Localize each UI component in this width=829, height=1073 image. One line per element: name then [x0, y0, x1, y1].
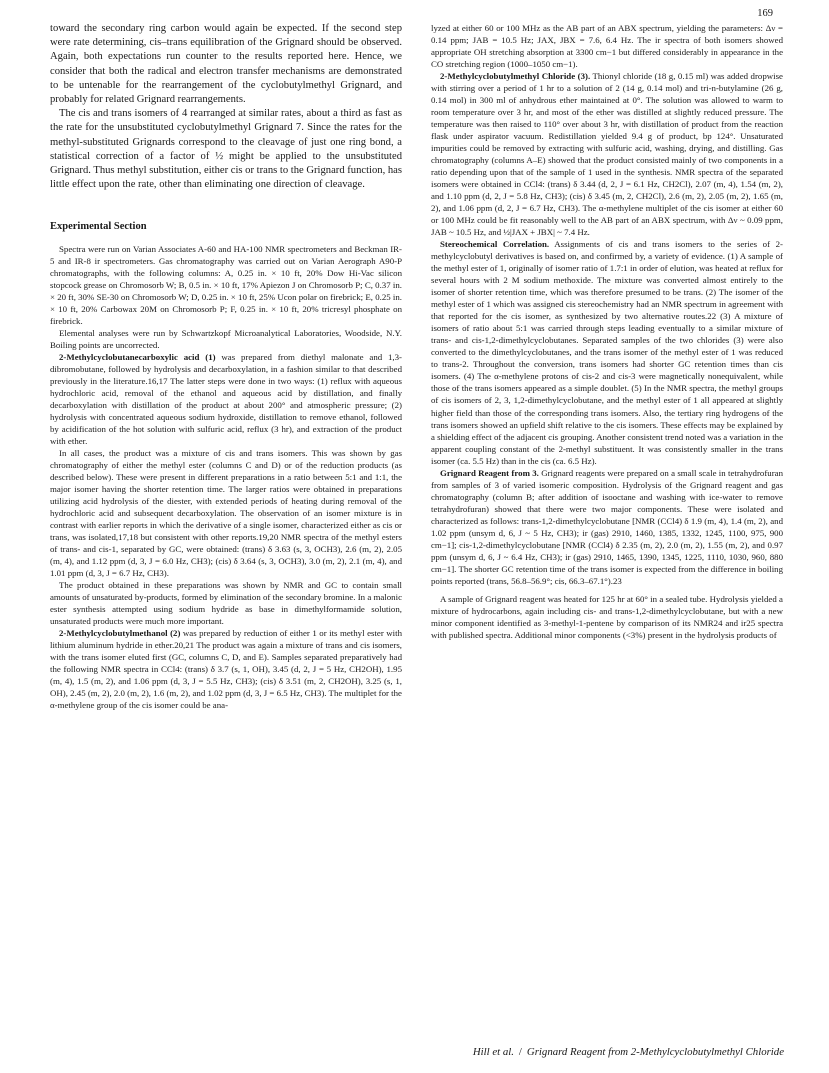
- intro-paragraph: toward the secondary ring carbon would again be expected. If the second step were rate determining, cis–trans equilibration of the Grignard should be observed. Again, both expectations run counter to the results reported here. Hence, we consider that both the radical and electron transfer mechanisms are demonstrated to be untenable for the rearrangement of the cyclobutylmethyl Grignard, and probably for related Grignard rearrangements.: [50, 23, 402, 105]
- run-in-heading: Grignard Reagent from 3.: [440, 467, 539, 478]
- paragraph: Spectra were run on Varian Associates A-60 and HA-100 NMR spectrometers and Beckman IR-5 and IR-8 ir spectrometers. Gas chromatography was carried out on Varian Aerograph A90-P chromatographs, with the following columns: A, 0.25 in. × 10 ft, 20% Dow Hi-Vac silicon stopcock grease on Chromosorb W; B, 0.5 in. × 10 ft, 17% Apiezon J on Chromosorb P; C, 0.37 in. × 20 ft, 30% SE-30 on Chromosorb W; D, 0.25 in. × 10 ft, 25% Ucon polar on firebrick; E, 0.25 in. × 10 ft, 20% Carbowax 20M on Chromosorb P; F, 0.25 in. × 10 ft, 20% tricresyl phosphate on firebrick.: [50, 243, 402, 326]
- paragraph: Stereochemical Correlation. Assignments of cis and trans isomers to the series of 2-methylcyclobutyl derivatives is based on, and confirmed by, a variety of evidence. (1) A sample of the methyl ester of 1, originally of isomer ratio of 1.7:1 in order of elution, was heated at reflux for several hours with 2 M sodium methoxide. The mixture was converted almost entirely to the isomer of shorter retention time, which was therefore presumed to be trans. (2) The isomer of the methyl ester of 1 which was assigned cis stereochemistry had an NMR spectrum in agreement with that reported for the cis isomer, as synthesized by two alternative routes.22 (3) A mixture of isomers of ratio about 5:1 was carried through steps leading eventually to a similar mixture of trans- and cis-1,2-dimethylcyclobutanes. Separated samples of the two chlorides (3) were also converted to the dimethylcyclobutanes, and the trans isomer of the methyl ester of 1 was reduced to trans-2. Throughout the conversion, trans isomers had shorter GC retention times than cis isomers. (4) The α-methylene protons of cis-2 and cis-3 were magnetically nonequivalent, while those of the trans isomers appeared as a simple doublet. (5) In the NMR spectra, the methyl groups of cis isomers of 2, 3, 1,2-dimethylcyclobutane, and the methyl ester of 1 all appeared at slightly higher field than those of the corresponding trans isomers. Also, the tertiary ring hydrogens of the trans isomers showed an upfield shift relative to the cis isomers. These effects may be explained by a shielding effect of the adjacent cis grouping. Another consistent trend noted was a variation in the apparent coupling constant of the 2-methyl substituent. It was consistently smaller in the trans isomer (ca. 5.5 Hz) than in the cis (ca. 6.5 Hz).: [431, 239, 783, 466]
- left-column: [50, 22, 402, 711]
- paragraph: Grignard Reagent from 3. Grignard reagents were prepared on a small scale in tetrahydrofuran from samples of 3 of varied isomeric composition. Hydrolysis of the Grignard reagent and gas chromatography (column B; after addition of isooctane and washing with ice-water to remove tetrahydrofuran) showed that there were two major components. These were isolated and characterized as follows: trans-1,2-dimethylcyclobutane [NMR (CCl4) δ 1.9 (m, 4), 1.4 (m, 2), and 1.02 ppm (unsym d, 6, J ~ 5 Hz, CH3); ir (gas) 2910, 1460, 1385, 1332, 1245, 1100, 975, 900 cm−1]; cis-1,2-dimethylcyclobutane [NMR (CCl4) δ 2.35 (m, 2), 2.0 (m, 2), 1.55 (m, 2), and 0.97 ppm (unsym d, 6, J ~ 6.4 Hz, CH3); ir (gas) 2910, 1465, 1390, 1345, 1225, 1110, 1030, 960, 880 cm−1]. The shorter GC retention time of the trans isomer is expected from the difference in boiling points reported (trans, 56.8–56.9°; cis, 66.3–67.1°).23: [431, 467, 783, 586]
- running-footer: [404, 1046, 784, 1058]
- paragraph: The product obtained in these preparations was shown by NMR and GC to contain small amounts of unsaturated by-products, formed by elimination of the secondary bromine. In a malonic ester synthesis attempted using sodium hydride as base in dimethylformamide solution, unsaturated products were much more important.: [50, 579, 402, 626]
- page-number: 169: [757, 8, 773, 19]
- paragraph: lyzed at either 60 or 100 MHz as the AB part of an ABX spectrum, yielding the parameters: Δν = 0.14 ppm; JAB = 10.5 Hz; JAX, JBX = 7.6, 6.4 Hz. The ir spectra of both isomers showed appropriate OH stretching absorption at 3300 cm−1 but differed considerably in appearance in the CO stretching region (1000–1050 cm−1).: [431, 23, 783, 70]
- run-in-heading: Stereochemical Correlation.: [440, 239, 550, 250]
- section-title: Experimental Section: [50, 221, 147, 233]
- run-in-heading: 2-Methylcyclobutylmethanol (2): [59, 628, 181, 639]
- footer-title: Grignard Reagent from 2-Methylcyclobutylmethyl Chloride: [526, 1046, 784, 1058]
- paragraph: A sample of Grignard reagent was heated for 125 hr at 60° in a sealed tube. Hydrolysis yielded a mixture of hydrocarbons, again including cis- and trans-1,2-dimethylcyclobutane, but with a new minor component identified as 3-methyl-1-pentene by comparison of its NMR24 and ir25 spectra with published spectra. Additional minor components (<3%) present in the hydrolysis products of: [431, 593, 783, 640]
- intro-paragraph: The cis and trans isomers of 4 rearranged at similar rates, about a third as fast as the rate for the unsubstituted cyclobutylmethyl Grignard 7. Since the rates for the methyl-substituted Grignards correspond to the cleavage of just one ring bond, a statistical correction of a factor of ½ might be applied to the unsubstituted Grignard. Thus methyl substitution, either cis or trans to the Grignard function, has little effect upon the rate, other than eliminating one direction of cleavage.: [50, 108, 402, 191]
- run-in-heading: 2-Methylcyclobutanecarboxylic acid (1): [59, 351, 216, 362]
- right-column: [431, 22, 783, 641]
- footer-separator: /: [518, 1046, 522, 1058]
- paragraph: 2-Methylcyclobutylmethanol (2) was prepared by reduction of either 1 or its methyl ester with lithium aluminum hydride in ether.20,21 The product was again a mixture of trans and cis isomers, with the trans isomer eluted first (GC, columns C, D, and E). Samples separated preparatively had the following NMR spectra in CCl4: (trans) δ 3.7 (s, 1, OH), 3.45 (d, 2, J = 5 Hz, CH2OH), 1.95 (m, 4), 1.5 (m, 2), and 1.06 ppm (d, 3, J = 5.5 Hz, CH3); (cis) δ 3.51 (m, 2, CH2OH), 3.25 (s, 1, OH), 2.45 (m, 2), 2.0 (m, 2), 1.6 (m, 2), and 1.02 ppm (d, 3, J = 6.5 Hz, CH3). The multiplet for the α-methylene group of the cis isomer could be ana-: [50, 628, 402, 711]
- paragraph: 2-Methylcyclobutylmethyl Chloride (3). Thionyl chloride (18 g, 0.15 ml) was added dropwise with stirring over a period of 1 hr to a solution of 2 (14 g, 0.14 mol) and tri-n-butylamine (26 g, 0.14 mol) in 300 ml of anhydrous ether maintained at 0°. The solution was allowed to warm to room temperature over 3 hr, and most of the ether was distilled at slightly reduced pressure. The temperature was then raised to 110° over about 3 hr, with distillation of product from the reaction flask under aspirator vacuum. Redistillation yielded 9.4 g of product, bp 124°. Unsaturated impurities could be removed by extracting with sulfuric acid, washing, drying, and distilling. Gas chromatography (columns A–E) showed that the product consisted mainly of two components in a ratio depending upon that of the sample of 1 used in the synthesis. NMR spectra of the separated isomers were obtained in CCl4: (trans) δ 3.44 (d, 2, J = 6.1 Hz, CH2Cl), 2.07 (m, 4), 1.54 (m, 2), and 1.10 ppm (d, 2, J = 5.8 Hz, CH3); (cis) δ 3.45 (m, 2, CH2Cl), 2.6 (m, 2), 2.05 (m, 2), 1.65 (m, 2), and 1.06 ppm (d, 2, J = 6.7 Hz, CH3). The α-methylene multiplet of the cis isomer at either 60 or 100 MHz could be fit reasonably well to the AB part of an ABX spectrum, with Δν ~ 0.09 ppm, JAB ~ 10.5 Hz, and ½|JAX + JBX| ~ 7.4 Hz.: [431, 71, 783, 238]
- paragraph: 2-Methylcyclobutanecarboxylic acid (1) was prepared from diethyl malonate and 1,3-dibromobutane, followed by hydrolysis and decarboxylation, in a fashion similar to that described previously in the literature.16,17 The latter steps were done in two ways: (1) reflux with aqueous hydrochloric acid, removal of the ethanol and aqueous acid by distillation, and finally decarboxylation with distillation of the product at about 200° and atmospheric pressure; (2) hydrolysis with concentrated aqueous sodium hydroxide, distillation to remove ethanol, followed by acidification of the hot solution with sulfuric acid, reflux (3 hr), and extraction of the product with ether.: [50, 351, 402, 446]
- paragraph: Elemental analyses were run by Schwartzkopf Microanalytical Laboratories, Woodside, N.Y. Boiling points are uncorrected.: [50, 327, 402, 350]
- footer-authors: Hill et al.: [472, 1046, 514, 1058]
- paragraph: In all cases, the product was a mixture of cis and trans isomers. This was shown by gas chromatography of either the methyl ester (columns C and D) or of the reduction products (as described below). These were present in different preparations in a ratio between 5:1 and 1:1, the major isomer having the shorter retention time. The larger ratios were obtained in preparations utilizing acid hydrolysis of the diester, with extended periods of heating during removal of the hydrochloric acid and subsequent decarboxylation. The observation of an isomer mixture is in contrast with earlier reports in which the derivative of a single isomer, characterized either as cis or trans, was isolated,17,18 but consistent with other reports.19,20 NMR spectra of the methyl esters of trans- and cis-1, separated by GC, were obtained: (trans) δ 3.63 (s, 3, OCH3), 2.6 (m, 2), 2.05 (m, 4), and 1.12 ppm (d, 3, J = 6.0 Hz, CH3); (cis) δ 3.64 (s, 3, OCH3), 3.0 (m, 2), 2.1 (m, 4), and 1.01 ppm (d, 3, J = 6.7 Hz, CH3).: [50, 447, 402, 578]
- run-in-heading: 2-Methylcyclobutylmethyl Chloride (3).: [440, 71, 591, 82]
